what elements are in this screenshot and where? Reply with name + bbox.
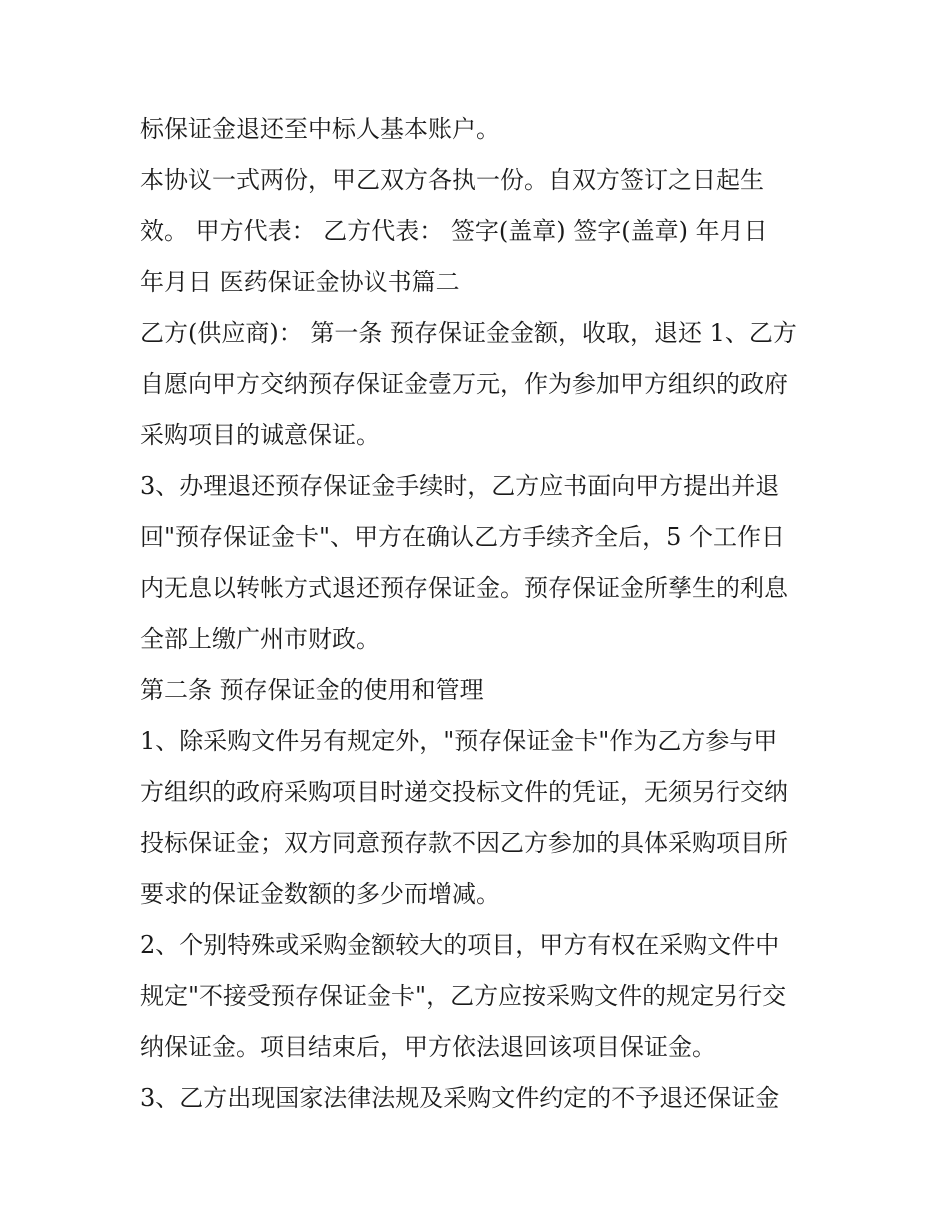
text-line: 纳保证金。项目结束后，甲方依法退回该项目保证金。	[140, 1033, 716, 1061]
text-line: 内无息以转帐方式退还预存保证金。预存保证金所孳生的利息	[140, 574, 788, 602]
text-line: 2、个别特殊或采购金额较大的项目，甲方有权在采购文件中	[140, 931, 780, 959]
text-line: 3、办理退还预存保证金手续时，乙方应书面向甲方提出并退	[140, 472, 780, 500]
text-line: 乙方(供应商)： 第一条 预存保证金金额，收取，退还 1、乙方	[140, 319, 797, 347]
text-line: 全部上缴广州市财政。	[140, 625, 380, 653]
text-line: 标保证金退还至中标人基本账户。	[140, 115, 500, 143]
text-line: 回"预存保证金卡"、甲方在确认乙方手续齐全后，5 个工作日	[140, 523, 785, 551]
text-line: 方组织的政府采购项目时递交投标文件的凭证，无须另行交纳	[140, 778, 788, 806]
text-line: 投标保证金；双方同意预存款不因乙方参加的具体采购项目所	[140, 829, 788, 857]
text-line: 自愿向甲方交纳预存保证金壹万元，作为参加甲方组织的政府	[140, 370, 788, 398]
text-line: 年月日 医药保证金协议书篇二	[140, 268, 460, 296]
text-line: 规定"不接受预存保证金卡"，乙方应按采购文件的规定另行交	[140, 982, 787, 1010]
text-line: 效。 甲方代表： 乙方代表： 签字(盖章) 签字(盖章) 年月日	[140, 217, 768, 245]
text-line: 本协议一式两份，甲乙双方各执一份。自双方签订之日起生	[140, 166, 764, 194]
text-line: 1、除采购文件另有规定外，"预存保证金卡"作为乙方参与甲	[140, 727, 778, 755]
text-line: 要求的保证金数额的多少而增减。	[140, 880, 500, 908]
text-line: 3、乙方出现国家法律法规及采购文件约定的不予退还保证金	[140, 1084, 780, 1112]
text-line: 采购项目的诚意保证。	[140, 421, 380, 449]
section-heading: 第二条 预存保证金的使用和管理	[140, 676, 484, 704]
